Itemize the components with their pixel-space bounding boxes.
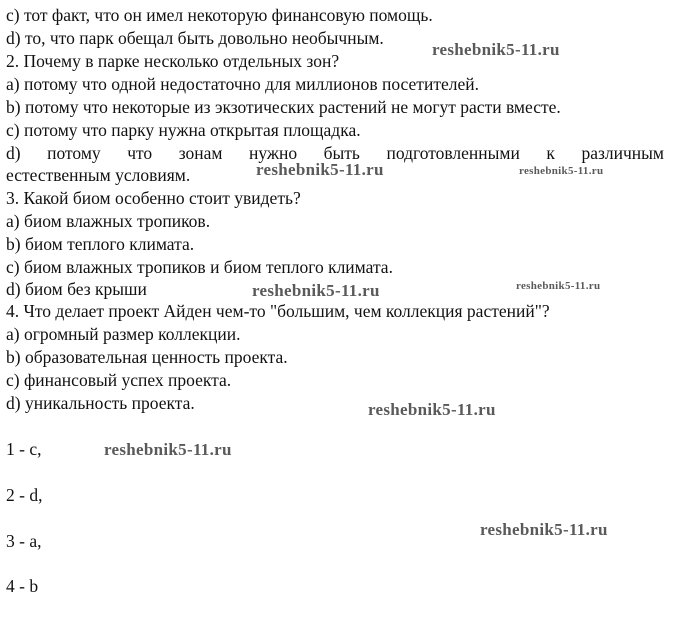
text-line: естественным условиям. [6,165,191,185]
question-4: 4. Что делает проект Айден чем-то "большим, чем коллекция растений"? [6,301,550,321]
word: d) [6,143,21,163]
question-2: 2. Почему в парке несколько отдельных зон? [6,51,340,71]
text-line: a) огромный размер коллекции. [6,324,241,344]
text-line: c) финансовый успех проекта. [6,370,232,390]
text-line: a) биом влажных тропиков. [6,211,211,231]
watermark: reshebnik5-11.ru [256,160,384,179]
question-3: 3. Какой биом особенно стоит увидеть? [6,188,301,208]
word: зонам [178,143,223,163]
word: быть [323,143,360,163]
text-line: a) потому что одной недостаточно для миллионов посетителей. [6,74,479,94]
watermark: reshebnik5-11.ru [519,165,604,177]
answer-3: 3 - a, [6,531,42,551]
text-line: b) потому что некоторые из экзотических растений не могут расти вместе. [6,97,561,117]
text-line: c) биом влажных тропиков и биом теплого климата. [6,257,393,277]
text-line: b) образовательная ценность проекта. [6,347,288,367]
text-line: d) то, что парк обещал быть довольно необычным. [6,28,384,48]
word: потому [47,143,101,163]
answer-1: 1 - c, [6,439,42,459]
text-line: c) потому что парку нужна открытая площадка. [6,120,361,140]
watermark: reshebnik5-11.ru [480,520,608,539]
watermark: reshebnik5-11.ru [432,40,560,59]
answer-2: 2 - d, [6,485,43,505]
text-line: d) уникальность проекта. [6,393,195,413]
word: нужно [249,143,298,163]
answer-4: 4 - b [6,576,39,596]
watermark: reshebnik5-11.ru [516,280,601,292]
word: к [546,143,555,163]
watermark: reshebnik5-11.ru [104,440,232,459]
text-line: d) биом без крыши [6,279,147,299]
text-line: b) биом теплого климата. [6,234,195,254]
word: подготовленными [386,143,520,163]
text-line: c) тот факт, что он имел некоторую финансовую помощь. [6,5,433,25]
word: различным [581,143,664,163]
watermark: reshebnik5-11.ru [252,281,380,300]
word: что [127,143,153,163]
watermark: reshebnik5-11.ru [368,400,496,419]
